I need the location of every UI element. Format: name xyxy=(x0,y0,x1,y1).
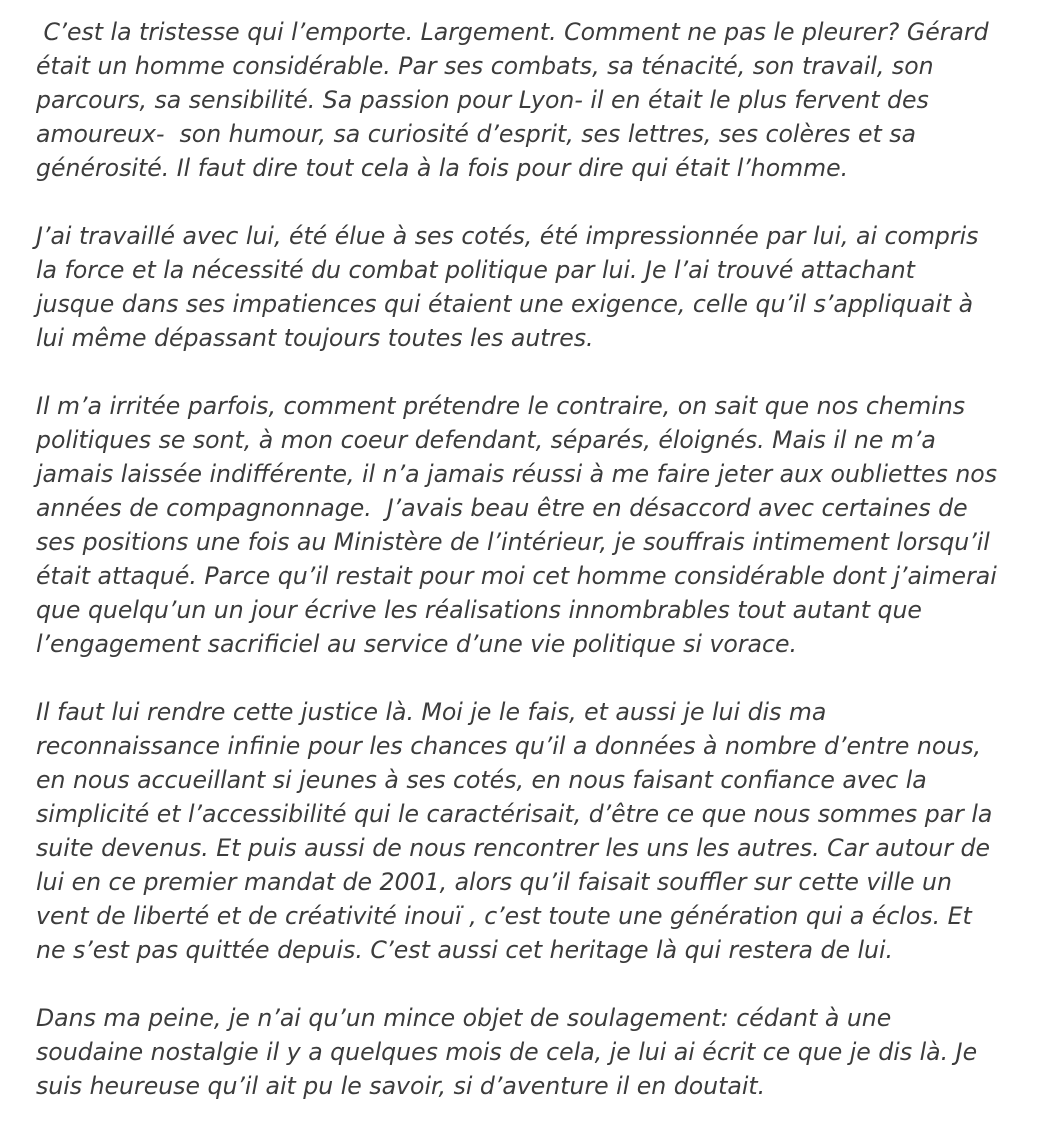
paragraph-spacer xyxy=(36,967,1036,1001)
text-line: Il m’a irritée parfois, comment prétendre le contraire, on sait que nos chemins xyxy=(36,392,966,420)
text-line: années de compagnonnage. J’avais beau être en désaccord avec certaines de xyxy=(36,494,968,522)
text-line: en nous accueillant si jeunes à ses cotés, en nous faisant confiance avec la xyxy=(36,766,927,794)
paragraph-spacer xyxy=(36,185,1036,219)
text-line: la force et la nécessité du combat politique par lui. Je l’ai trouvé attachant xyxy=(36,256,915,284)
text-line: l’engagement sacrificiel au service d’une vie politique si vorace. xyxy=(36,630,797,658)
text-line: jusque dans ses impatiences qui étaient une exigence, celle qu’il s’appliquait à xyxy=(36,290,974,318)
text-line: reconnaissance infinie pour les chances qu’il a données à nombre d’entre nous, xyxy=(36,732,982,760)
text-line: amoureux- son humour, sa curiosité d’esprit, ses lettres, ses colères et sa xyxy=(36,120,916,148)
document-text xyxy=(36,15,1036,1103)
text-line: suite devenus. Et puis aussi de nous rencontrer les uns les autres. Car autour de xyxy=(36,834,991,862)
text-line: parcours, sa sensibilité. Sa passion pour Lyon- il en était le plus fervent des xyxy=(36,86,929,114)
text-line: que quelqu’un un jour écrive les réalisations innombrables tout autant que xyxy=(36,596,922,624)
paragraph xyxy=(36,389,1036,661)
text-line: était attaqué. Parce qu’il restait pour moi cet homme considérable dont j’aimerai xyxy=(36,562,997,590)
text-line: lui même dépassant toujours toutes les autres. xyxy=(36,324,594,352)
text-line: soudaine nostalgie il y a quelques mois de cela, je lui ai écrit ce que je dis là. Je xyxy=(36,1038,978,1066)
text-line: générosité. Il faut dire tout cela à la fois pour dire qui était l’homme. xyxy=(36,154,849,182)
text-line: était un homme considérable. Par ses combats, sa ténacité, son travail, son xyxy=(36,52,934,80)
paragraph xyxy=(36,1001,1036,1103)
text-line: vent de liberté et de créativité inouï , c’est toute une génération qui a éclos. Et xyxy=(36,902,972,930)
text-line: simplicité et l’accessibilité qui le caractérisait, d’être ce que nous sommes par la xyxy=(36,800,993,828)
paragraph xyxy=(36,15,1036,185)
paragraph xyxy=(36,695,1036,967)
text-line: politiques se sont, à mon coeur defendant, séparés, éloignés. Mais il ne m’a xyxy=(36,426,936,454)
paragraph xyxy=(36,219,1036,355)
paragraph-spacer xyxy=(36,661,1036,695)
text-line: ses positions une fois au Ministère de l’intérieur, je souffrais intimement lorsqu’il xyxy=(36,528,990,556)
text-line: C’est la tristesse qui l’emporte. Largement. Comment ne pas le pleurer? Gérard xyxy=(36,18,989,46)
text-line: jamais laissée indifférente, il n’a jamais réussi à me faire jeter aux oubliettes nos xyxy=(36,460,998,488)
text-line: suis heureuse qu’il ait pu le savoir, si d’aventure il en doutait. xyxy=(36,1072,766,1100)
text-line: lui en ce premier mandat de 2001, alors qu’il faisait souffler sur cette ville un xyxy=(36,868,952,896)
text-line: Dans ma peine, je n’ai qu’un mince objet de soulagement: cédant à une xyxy=(36,1004,892,1032)
text-line: Il faut lui rendre cette justice là. Moi je le fais, et aussi je lui dis ma xyxy=(36,698,827,726)
text-line: ne s’est pas quittée depuis. C’est aussi cet heritage là qui restera de lui. xyxy=(36,936,894,964)
text-line: J’ai travaillé avec lui, été élue à ses cotés, été impressionnée par lui, ai compris xyxy=(36,222,979,250)
paragraph-spacer xyxy=(36,355,1036,389)
